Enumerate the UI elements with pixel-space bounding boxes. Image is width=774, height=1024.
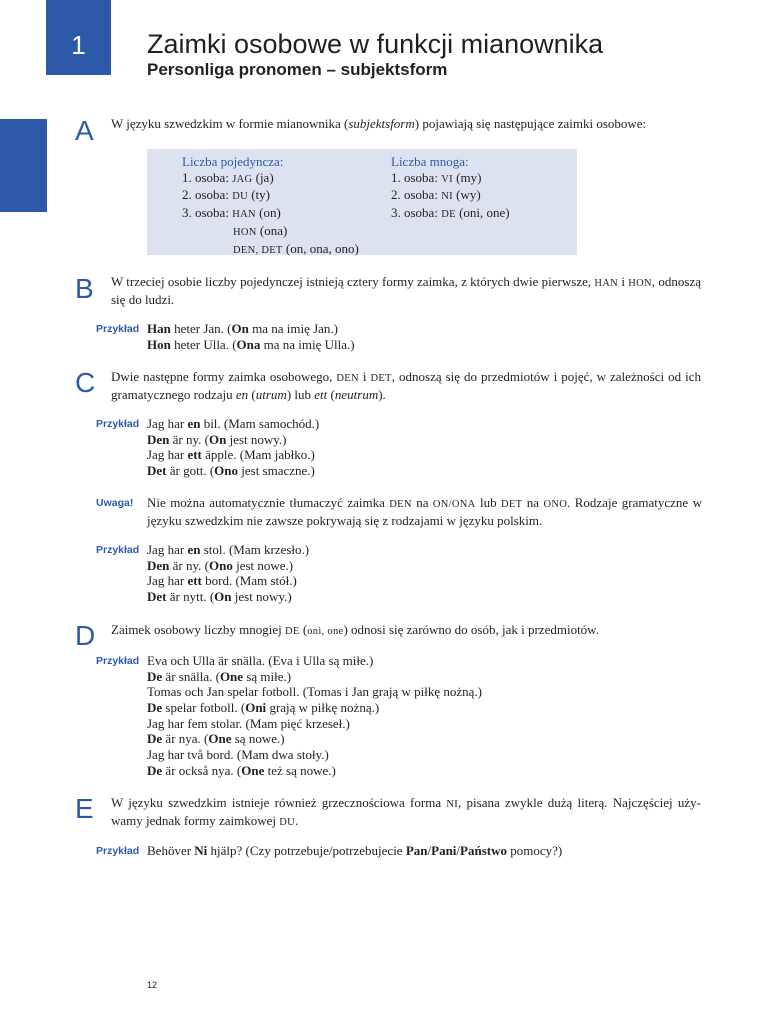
example-line: Det är nytt. (On jest nowy.) — [147, 589, 292, 605]
example-label: Przykład — [96, 544, 140, 556]
example-line: Jag har en bil. (Mam samochód.) — [147, 416, 320, 431]
section-b-text: W trzeciej osobie liczby pojedynczej istnieją cztery formy zaimka, z których dwie pierwsze, HAN i HON, odnoszą się do ludzi. — [111, 274, 701, 307]
section-d-text: Zaimek osobowy liczby mnogiej DE (oni, one) odnosi się zarówno do osób, jak i przedmiotów. — [111, 622, 599, 637]
table-row: 3. osoba: DE (oni, one) — [391, 205, 510, 221]
singular-heading: Liczba pojedyncza: — [182, 154, 284, 169]
section-letter-a: A — [75, 115, 94, 146]
example-line: De är snälla. (One są miłe.) — [147, 668, 292, 684]
example-block-b — [147, 321, 355, 352]
example-line: De är nya. (One są nowe.) — [147, 731, 285, 747]
example-line: Hon heter Ulla. (Ona ma na imię Ulla.) — [147, 336, 355, 352]
table-row: 1. osoba: JAG (ja) — [182, 169, 274, 185]
example-line: Jag har ett bord. (Mam stół.) — [147, 573, 297, 589]
table-row: 2. osoba: DU (ty) — [182, 187, 270, 203]
example-line: Det är gott. (Ono jest smaczne.) — [147, 463, 315, 479]
example-block-d — [147, 653, 482, 779]
example-line: Jag har en stol. (Mam krzesło.) — [147, 542, 310, 557]
example-line: Den är ny. (Ono jest nowe.) — [147, 557, 294, 573]
side-tab-marker — [0, 119, 47, 212]
table-row: 2. osoba: NI (wy) — [391, 187, 481, 203]
chapter-number-box — [46, 0, 111, 75]
pronoun-table — [147, 149, 577, 255]
example-line: Eva och Ulla är snälla. (Eva i Ulla są miłe.) — [147, 653, 374, 668]
example-label: Przykład — [96, 845, 140, 857]
section-a-text: W języku szwedzkim w formie mianownika (subjektsform) pojawiają się następujące zaimki osobowe: — [111, 116, 647, 131]
example-line: Jag har fem stolar. (Mam pięć krzeseł.) — [147, 715, 350, 731]
example-label: Przykład — [96, 323, 140, 335]
page-title: Zaimki osobowe w funkcji mianownika — [147, 29, 604, 59]
example-label: Przykład — [96, 655, 140, 667]
example-line: Jag har ett äpple. (Mam jabłko.) — [147, 447, 315, 463]
example-line: Jag har två bord. (Mam dwa stoły.) — [147, 747, 329, 763]
note-text: Nie można automatycznie tłumaczyć zaimka DEN na ON/ONA lub DET na ONO. Rodzaje gramatyczne w języku szwedzkim nie zawsze pokrywają się z rodzajami w języku polskim. — [147, 495, 702, 528]
section-letter-e: E — [75, 793, 94, 824]
section-letter-d: D — [75, 620, 96, 651]
table-row: 1. osoba: VI (my) — [391, 169, 482, 185]
example-line: Tomas och Jan spelar fotboll. (Tomas i Jan grają w piłkę nożną.) — [147, 684, 483, 700]
section-e-text: W języku szwedzkim istnieje również grzecznościowa forma NI, pisana zwykle dużą literą. Najczęściej używamy jednak formy zaimkowej DU. — [111, 795, 702, 828]
example-block-e — [147, 843, 562, 859]
plural-column — [391, 154, 510, 223]
section-c-text: Dwie następne formy zaimka osobowego, DEN i DET, odnoszą się do przedmiotów i pojęć, w zależności od ich gramatycznego rodzaju en (utrum) lub ett (neutrum). — [111, 369, 701, 402]
page-subtitle: Personliga pronomen – subjektsform — [147, 60, 448, 79]
table-row: 3. osoba: HAN (on) — [182, 205, 281, 221]
chapter-number: 1 — [71, 30, 86, 60]
example-block-c2 — [147, 542, 309, 605]
note-label: Uwaga! — [96, 497, 134, 509]
singular-column — [182, 154, 359, 258]
example-line: Han heter Jan. (On ma na imię Jan.) — [147, 321, 338, 336]
plural-heading: Liczba mnoga: — [391, 154, 469, 169]
section-letter-c: C — [75, 367, 96, 398]
page-number: 12 — [147, 980, 158, 990]
example-line: Behöver Ni hjälp? (Czy potrzebuje/potrzebujecie Pan/Pani/Państwo pomocy?) — [147, 843, 563, 858]
example-label: Przykład — [96, 418, 140, 430]
section-letter-b: B — [75, 273, 94, 304]
example-line: De är också nya. (One też są nowe.) — [147, 762, 336, 778]
table-row: DEN, DET (on, ona, ono) — [233, 240, 359, 256]
table-row: HON (ona) — [233, 222, 288, 238]
example-line: De spelar fotboll. (Oni grają w piłkę nożną.) — [147, 700, 380, 716]
example-block-c1 — [147, 416, 319, 479]
example-line: Den är ny. (On jest nowy.) — [147, 431, 287, 447]
